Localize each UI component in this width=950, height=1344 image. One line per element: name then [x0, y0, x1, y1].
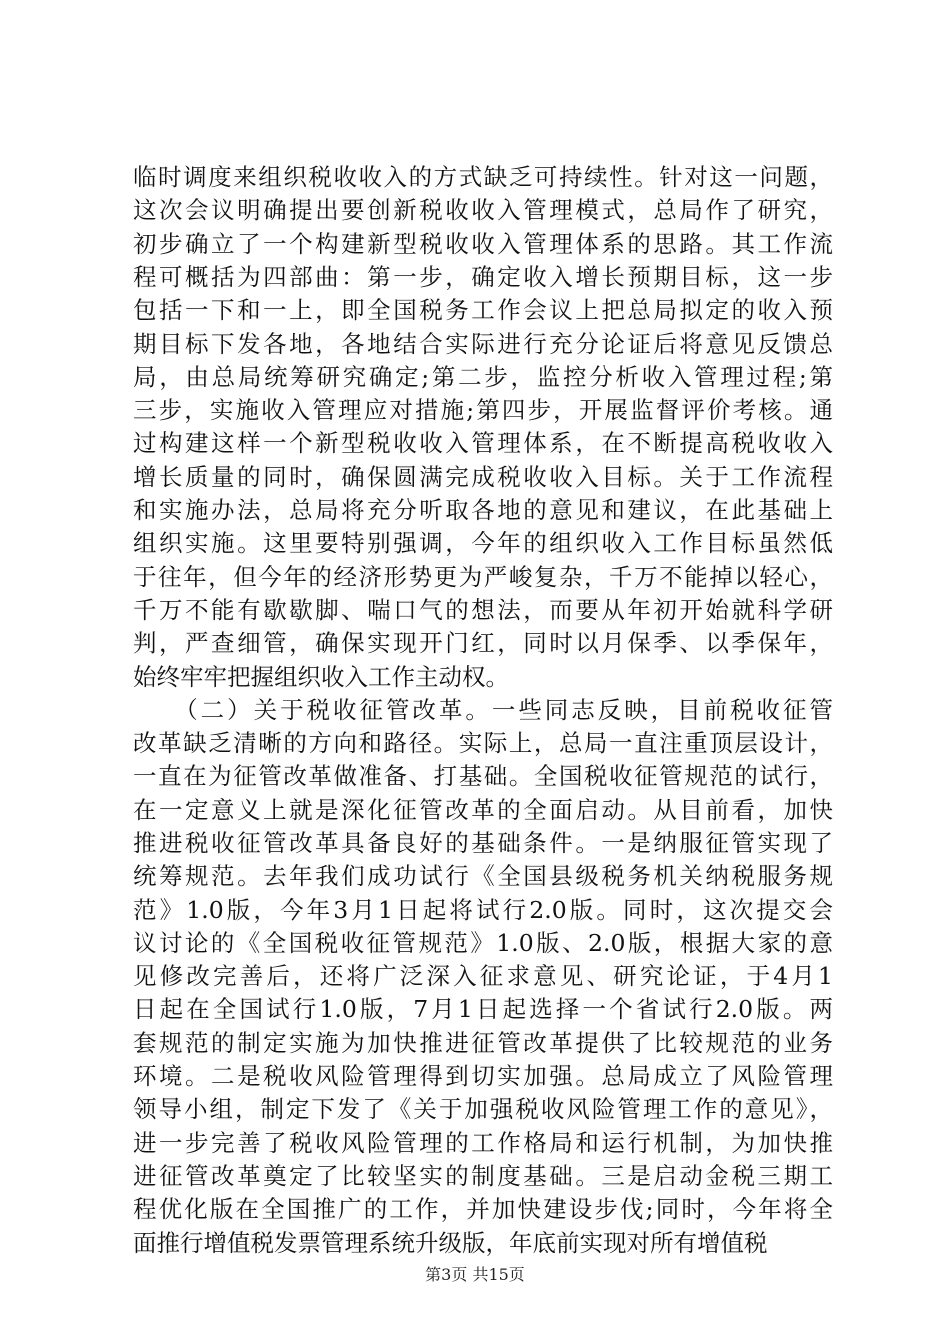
text-line: 环境。二是税收风险管理得到切实加强。总局成立了风险管理: [133, 1062, 833, 1090]
text-line: 见修改完善后，还将广泛深入征求意见、研究论证，于4月1: [133, 962, 833, 990]
text-line: 千万不能有歇歇脚、喘口气的想法，而要从年初开始就科学研: [133, 596, 833, 624]
text-line: 组织实施。这里要特别强调，今年的组织收入工作目标虽然低: [133, 529, 833, 557]
text-line: 期目标下发各地，各地结合实际进行充分论证后将意见反馈总: [133, 330, 833, 358]
text-line: （二）关于税收征管改革。一些同志反映，目前税收征管: [133, 696, 833, 724]
text-line: 统筹规范。去年我们成功试行《全国县级税务机关纳税服务规: [133, 862, 833, 890]
text-line: 包括一下和一上，即全国税务工作会议上把总局拟定的收入预: [133, 296, 833, 324]
text-line: 进征管改革奠定了比较坚实的制度基础。三是启动金税三期工: [133, 1162, 833, 1190]
text-line: 程可概括为四部曲：第一步，确定收入增长预期目标，这一步: [133, 263, 833, 291]
text-line: 于往年，但今年的经济形势更为严峻复杂，千万不能掉以轻心，: [133, 563, 833, 591]
text-line: 增长质量的同时，确保圆满完成税收收入目标。关于工作流程: [133, 463, 833, 491]
text-line: 在一定意义上就是深化征管改革的全面启动。从目前看，加快: [133, 796, 833, 824]
text-line: 领导小组，制定下发了《关于加强税收风险管理工作的意见》，: [133, 1095, 833, 1123]
text-line: 议讨论的《全国税收征管规范》1.0版、2.0版，根据大家的意: [133, 929, 833, 957]
text-line: 过构建这样一个新型税收收入管理体系，在不断提高税收收入: [133, 429, 833, 457]
page-footer: 第3页 共15页: [425, 1265, 525, 1284]
text-line: 推进税收征管改革具备良好的基础条件。一是纳服征管实现了: [133, 829, 833, 857]
text-line: 套规范的制定实施为加快推进征管改革提供了比较规范的业务: [133, 1029, 833, 1057]
text-line: 临时调度来组织税收收入的方式缺乏可持续性。针对这一问题，: [133, 163, 833, 191]
text-line: 始终牢牢把握组织收入工作主动权。: [133, 663, 509, 691]
text-line: 判，严查细管，确保实现开门红，同时以月保季、以季保年，: [133, 629, 833, 657]
text-line: 日起在全国试行1.0版，7月1日起选择一个省试行2.0版。两: [133, 995, 833, 1023]
text-line: 程优化版在全国推广的工作，并加快建设步伐;同时，今年将全: [133, 1195, 833, 1223]
text-line: 初步确立了一个构建新型税收收入管理体系的思路。其工作流: [133, 230, 833, 258]
text-line: 面推行增值税发票管理系统升级版，年底前实现对所有增值税: [133, 1229, 768, 1257]
text-line: 这次会议明确提出要创新税收收入管理模式，总局作了研究，: [133, 196, 833, 224]
text-line: 一直在为征管改革做准备、打基础。全国税收征管规范的试行，: [133, 762, 833, 790]
text-line: 进一步完善了税收风险管理的工作格局和运行机制，为加快推: [133, 1129, 833, 1157]
text-line: 范》1.0版，今年3月1日起将试行2.0版。同时，这次提交会: [133, 896, 833, 924]
text-line: 三步，实施收入管理应对措施;第四步，开展监督评价考核。通: [133, 396, 833, 424]
text-line: 改革缺乏清晰的方向和路径。实际上，总局一直注重顶层设计，: [133, 729, 833, 757]
text-line: 和实施办法，总局将充分听取各地的意见和建议，在此基础上: [133, 496, 833, 524]
text-line: 局，由总局统筹研究确定;第二步，监控分析收入管理过程;第: [133, 363, 833, 391]
